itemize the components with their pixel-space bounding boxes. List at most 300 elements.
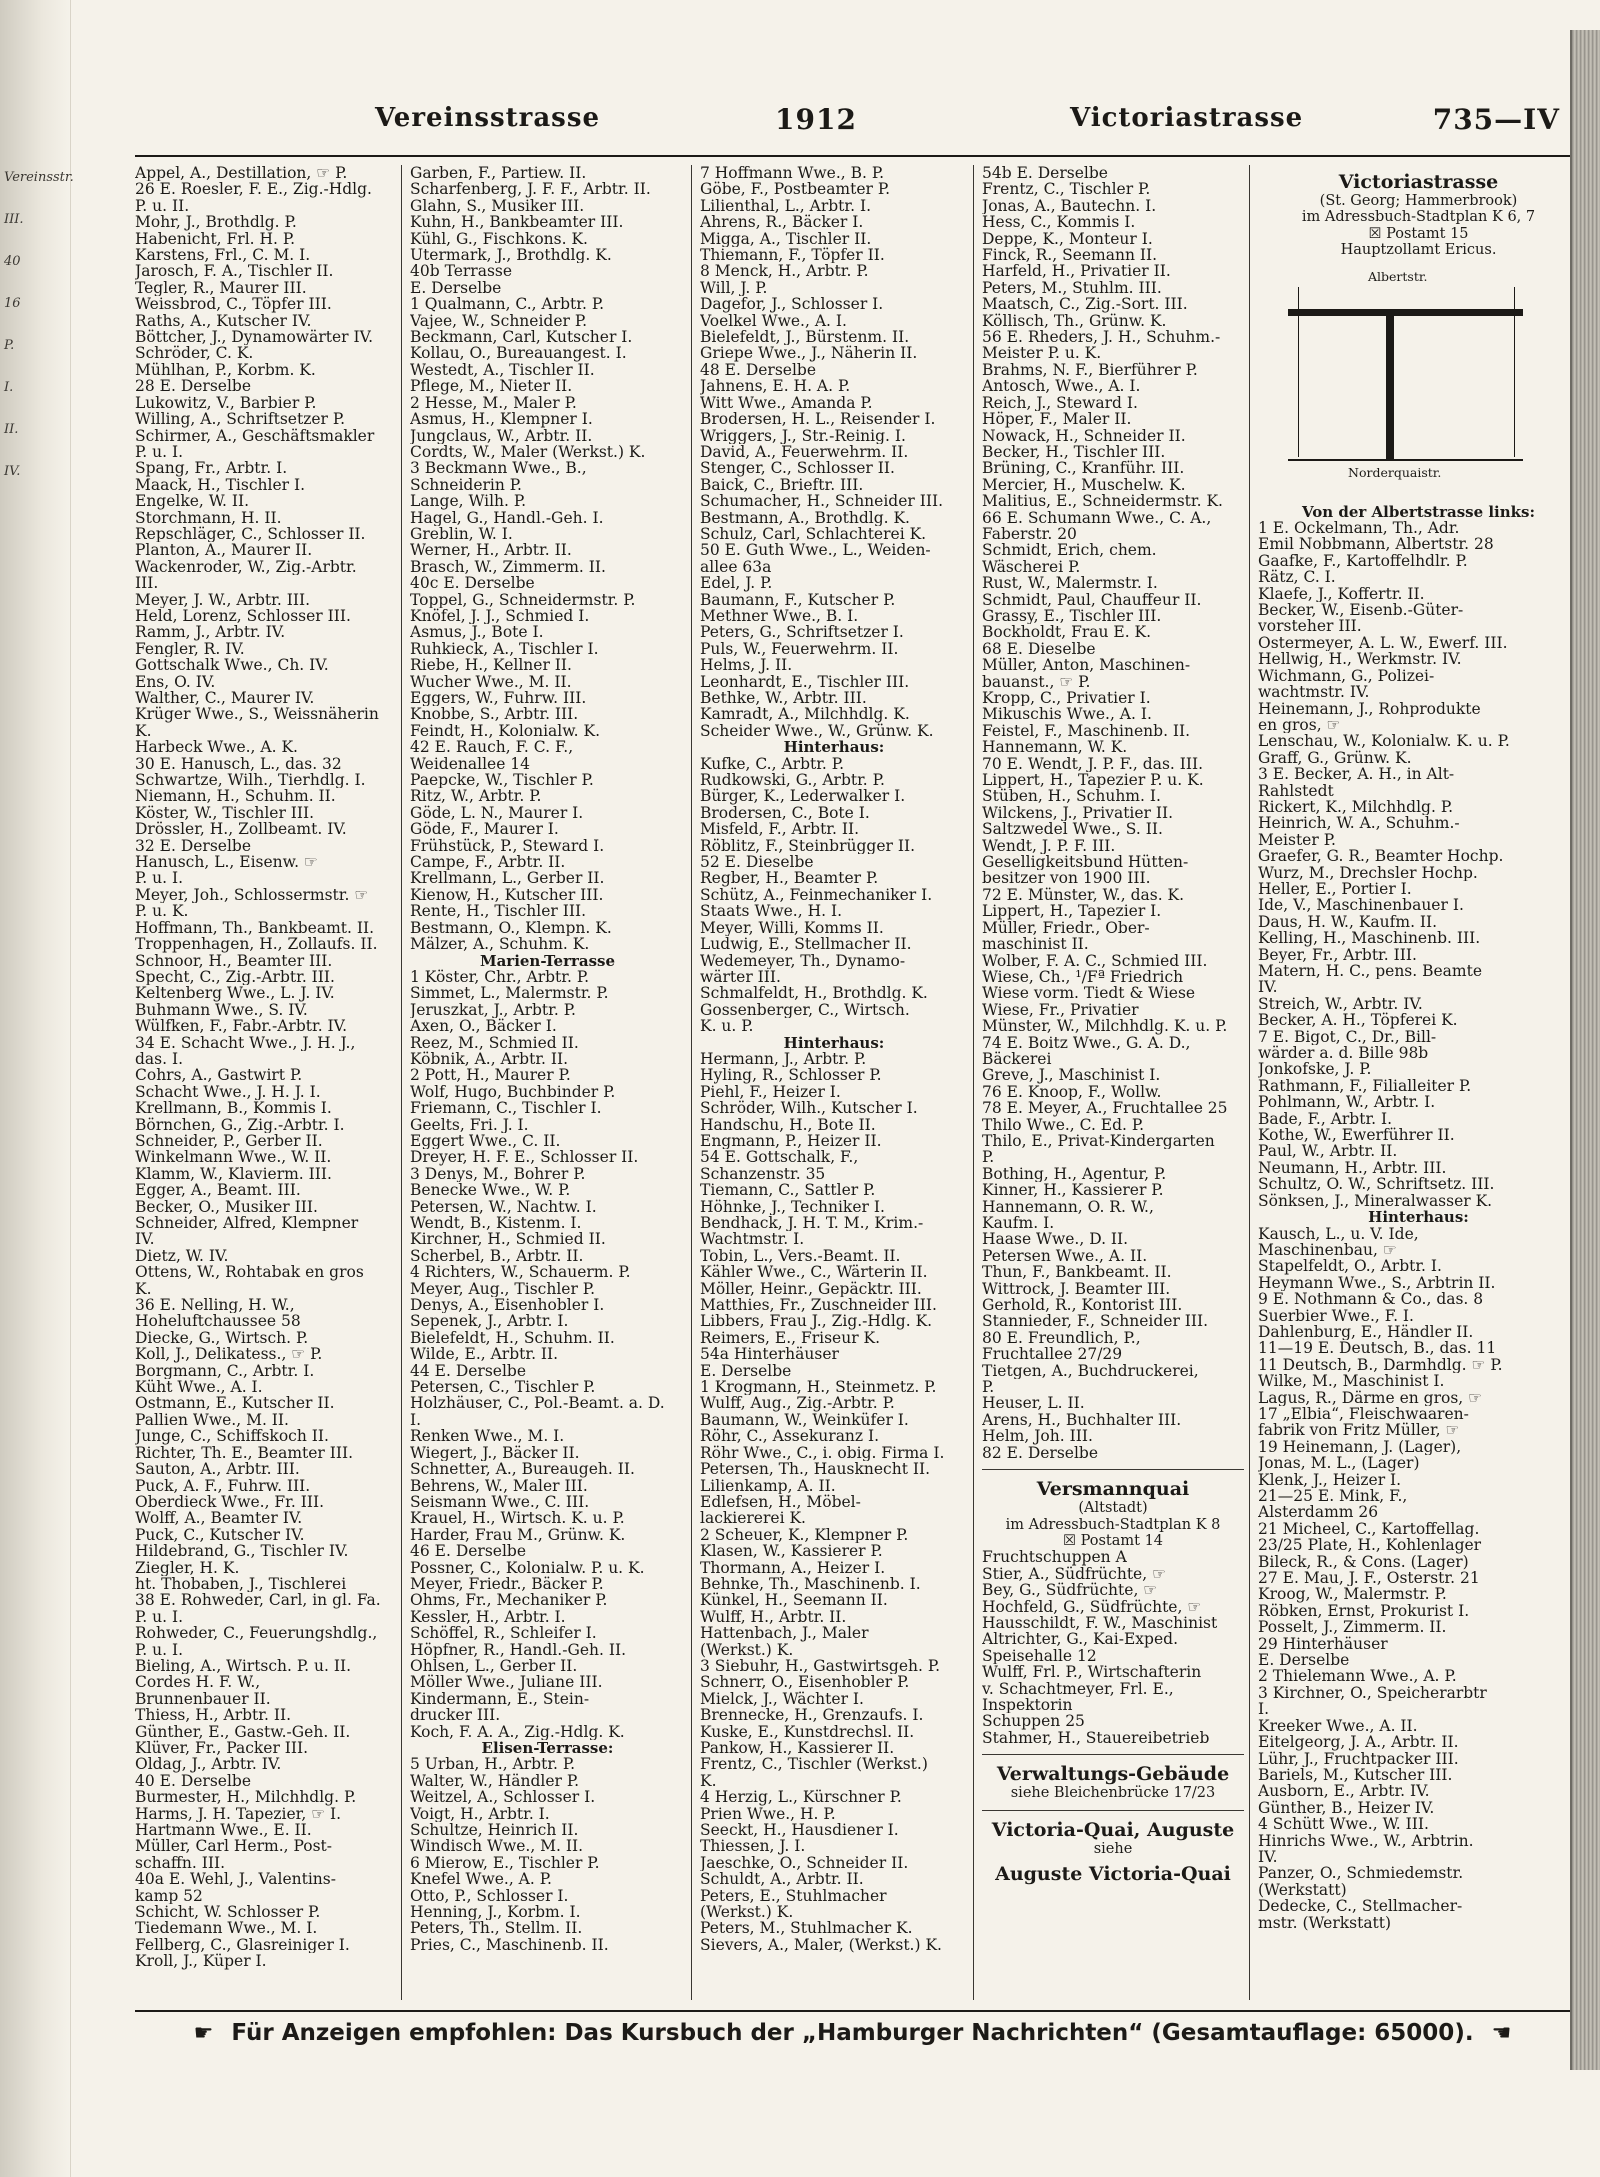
directory-entry: Möller Wwe., Juliane III. xyxy=(410,1674,603,1691)
directory-entry: Stüben, H., Schuhm. I. xyxy=(982,788,1161,805)
directory-entry: Schnetter, A., Bureaugeh. II. xyxy=(410,1461,635,1478)
directory-entry: Deppe, K., Monteur I. xyxy=(982,230,1153,248)
directory-entry: Maschinenbau, ☞ xyxy=(1258,1241,1397,1259)
directory-entry: Börnchen, G., Zig.-Arbtr. I. xyxy=(135,1116,345,1133)
directory-entry: Leonhardt, E., Tischler III. xyxy=(700,673,910,690)
directory-entry: Sievers, A., Maler, (Werkst.) K. xyxy=(700,1936,942,1954)
directory-entry: Koch, F. A. A., Zig.-Hdlg. K. xyxy=(410,1723,625,1740)
subsection-heading: Marien-Terrasse xyxy=(479,952,616,969)
directory-entry: Frentz, C., Tischler (Werkst.) xyxy=(700,1756,928,1773)
directory-entry: Bade, F., Arbtr. I. xyxy=(1258,1110,1393,1128)
directory-entry: Wedemeyer, Th., Dynamo- xyxy=(700,952,906,969)
directory-entry: Axen, O., Bäcker I. xyxy=(410,1018,557,1035)
directory-entry: Bothing, H., Agentur, P. xyxy=(982,1165,1167,1183)
directory-entry: Brodersen, C., Bote I. xyxy=(700,804,870,822)
directory-entry: Meyer, Aug., Tischler P. xyxy=(410,1280,596,1298)
directory-entry: Matthies, Fr., Zuschneider III. xyxy=(700,1297,937,1314)
directory-entry: 2 Thielemann Wwe., A. P. xyxy=(1258,1668,1457,1685)
directory-entry: Windisch Wwe., M. II. xyxy=(410,1838,584,1855)
directory-entry: Voigt, H., Arbtr. I. xyxy=(410,1805,550,1823)
directory-entry: Ohlsen, L., Gerber II. xyxy=(410,1657,578,1675)
header-right-street: Victoriastrasse xyxy=(1070,103,1304,133)
subsection-heading: Hinterhaus: xyxy=(783,739,885,756)
directory-entry: Scharfenberg, J. F. F., Arbtr. II. xyxy=(410,181,651,198)
directory-entry: Henning, J., Korbm. I. xyxy=(410,1904,581,1921)
directory-entry: 23/25 Plate, H., Kohlenlager xyxy=(1258,1537,1482,1554)
directory-entry: Graefer, G. R., Beamter Hochp. xyxy=(1258,848,1504,865)
header-page-number: 735—IV xyxy=(1432,103,1560,136)
directory-entry: Günther, E., Gastw.-Geh. II. xyxy=(135,1723,351,1740)
directory-entry: Hyling, R., Schlosser P. xyxy=(700,1067,882,1084)
directory-entry: Glahn, S., Musiker III. xyxy=(410,197,585,215)
directory-entry: Lühr, J., Fruchtpacker III. xyxy=(1258,1750,1459,1767)
directory-entry: Ens, O. IV. xyxy=(135,673,216,690)
directory-entry: Westedt, A., Tischler II. xyxy=(410,361,595,379)
directory-entry: Voelkel Wwe., A. I. xyxy=(700,312,847,330)
directory-entry: Rickert, K., Milchhdlg. P. xyxy=(1258,798,1454,816)
directory-entry: Misfeld, F., Arbtr. II. xyxy=(700,821,860,838)
directory-entry: 42 E. Rauch, F. C. F., xyxy=(410,739,574,756)
directory-entry: Graff, G., Grünw. K. xyxy=(1258,749,1412,767)
directory-entry: Suerbier Wwe., F. I. xyxy=(1258,1307,1414,1324)
directory-entry: Daus, H. W., Kaufm. II. xyxy=(1258,913,1438,931)
directory-entry: Werner, H., Arbtr. II. xyxy=(410,542,572,559)
directory-entry: Fengler, R. IV. xyxy=(135,640,245,658)
directory-entry: Wiese vorm. Tiedt & Wiese xyxy=(982,985,1196,1002)
directory-entry: Krellmann, B., Kommis I. xyxy=(135,1100,332,1117)
directory-entry: Beyer, Fr., Arbtr. III. xyxy=(1258,946,1417,963)
directory-entry: 4 Richters, W., Schauerm. P. xyxy=(410,1264,631,1281)
column-3 xyxy=(691,165,974,2000)
directory-entry: Rohweder, C., Feuerungshdlg., xyxy=(135,1625,378,1642)
directory-entry: ht. Thobaben, J., Tischlerei xyxy=(135,1575,347,1593)
directory-entry: Geselligkeitsbund Hütten- xyxy=(982,854,1189,871)
directory-entry: Prien Wwe., H. P. xyxy=(700,1805,836,1823)
directory-entry: Peters, Th., Stellm. II. xyxy=(410,1920,583,1937)
directory-entry: Reich, J., Steward I. xyxy=(982,394,1138,412)
directory-entry: Ludwig, E., Stellmacher II. xyxy=(700,936,912,953)
directory-entry: Jonkofske, J. P. xyxy=(1258,1061,1372,1078)
directory-entry: Burmester, H., Milchhdlg. P. xyxy=(135,1789,357,1806)
directory-entry: wärter III. xyxy=(700,968,781,986)
margin-fragment: I. xyxy=(4,380,14,395)
directory-entry: Bielefeldt, J., Bürstenm. II. xyxy=(700,329,910,346)
directory-entry: Hochfeld, G., Südfrüchte, ☞ xyxy=(982,1598,1202,1615)
pointing-hand-icon: ☚ xyxy=(1491,2021,1512,2046)
directory-entry: wärder a. d. Bille 98b xyxy=(1258,1045,1429,1062)
directory-entry: Winkelmann Wwe., W. II. xyxy=(135,1149,332,1166)
directory-entry: Schröder, C. K. xyxy=(135,345,254,362)
directory-entry: Bethke, W., Arbtr. III. xyxy=(700,690,867,707)
directory-entry: 28 E. Derselbe xyxy=(135,378,252,395)
directory-entry: 56 E. Rheders, J. H., Schuhm.- xyxy=(982,329,1221,346)
directory-entry: Scherbel, B., Arbtr. II. xyxy=(410,1247,584,1265)
directory-entry: Schneider, P., Gerber II. xyxy=(135,1132,323,1150)
directory-entry: Appel, A., Destillation, ☞ P. xyxy=(135,165,348,182)
directory-entry: Kessler, H., Arbtr. I. xyxy=(410,1608,566,1626)
directory-entry: Meyer, Joh., Schlossermstr. ☞ xyxy=(135,886,369,904)
directory-entry: Eggers, W., Fuhrw. III. xyxy=(410,690,587,707)
directory-entry: P. xyxy=(982,1379,995,1396)
directory-entry: Bendhack, J. H. T. M., Krim.- xyxy=(700,1215,924,1232)
directory-entry: Toppel, G., Schneidermstr. P. xyxy=(410,591,636,608)
directory-entry: Kähler Wwe., C., Wärterin II. xyxy=(700,1264,928,1281)
directory-entry: Nowack, H., Schneider II. xyxy=(982,427,1186,444)
directory-entry: 3 Kirchner, O., Speicherarbtr xyxy=(1258,1684,1487,1702)
directory-entry: 9 E. Nothmann & Co., das. 8 xyxy=(1258,1291,1484,1308)
directory-entry: 50 E. Guth Wwe., L., Weiden- xyxy=(700,542,931,559)
directory-entry: Behnke, Th., Maschinenb. I. xyxy=(700,1575,921,1593)
directory-entry: Benecke Wwe., W. P. xyxy=(410,1182,571,1199)
directory-entry: 82 E. Derselbe xyxy=(982,1444,1099,1462)
directory-entry: 11—19 E. Deutsch, B., das. 11 xyxy=(1258,1340,1497,1357)
directory-entry: Alsterdamm 26 xyxy=(1258,1504,1379,1521)
directory-entry: Possner, C., Kolonialw. P. u. K. xyxy=(410,1559,645,1576)
directory-entry: Sepenek, J., Arbtr. I. xyxy=(410,1313,569,1330)
directory-entry: Tiedemann Wwe., M. I. xyxy=(135,1920,318,1937)
directory-entry: Spang, Fr., Arbtr. I. xyxy=(135,460,288,477)
directory-entry: Utermark, J., Brothdlg. K. xyxy=(410,247,612,264)
directory-entry: Puck, A. F., Fuhrw. III. xyxy=(135,1477,311,1494)
directory-entry: IV. xyxy=(1258,1848,1278,1866)
directory-entry: Meyer, Friedr., Bäcker P. xyxy=(410,1575,604,1593)
section-divider xyxy=(982,1810,1244,1811)
directory-entry: Schacht Wwe., J. H. J. I. xyxy=(135,1083,321,1101)
directory-entry: Haase Wwe., D. II. xyxy=(982,1231,1129,1248)
directory-entry: Dahlenburg, E., Händler II. xyxy=(1258,1323,1474,1341)
directory-entry: Campe, F., Arbtr. II. xyxy=(410,854,566,871)
directory-entry: 29 Hinterhäuser xyxy=(1258,1635,1388,1653)
directory-entry: Panzer, O., Schmiedemstr. xyxy=(1258,1865,1464,1882)
map-street-horizontal xyxy=(1288,309,1523,316)
directory-entry: Edlefsen, H., Möbel- xyxy=(700,1493,861,1511)
subsection-heading: Hinterhaus: xyxy=(1368,1209,1469,1226)
directory-entry: Wolff, A., Beamter IV. xyxy=(135,1510,303,1527)
map-label-bottom: Norderquaistr. xyxy=(1348,464,1442,480)
directory-entry: P. u. K. xyxy=(135,903,189,920)
directory-entry: Puls, W., Feuerwehrm. II. xyxy=(700,640,899,658)
directory-entry: Kausch, L., u. V. Ide, xyxy=(1258,1225,1419,1242)
directory-entry: Hannemann, W. K. xyxy=(982,739,1128,756)
directory-entry: Kropp, C., Privatier I. xyxy=(982,690,1151,707)
directory-entry: Rätz, C. I. xyxy=(1258,569,1336,586)
directory-entry: Kindermann, E., Stein- xyxy=(410,1690,590,1708)
directory-entry: Jaeschke, O., Schneider II. xyxy=(700,1854,909,1872)
directory-entry: Tegler, R., Maurer III. xyxy=(135,279,307,297)
directory-entry: Speisehalle 12 xyxy=(982,1647,1097,1665)
directory-entry: Ziegler, H. K. xyxy=(135,1559,240,1576)
section-map-ref: im Adressbuch-Stadtplan K 8 xyxy=(1005,1516,1221,1533)
directory-entry: Hannemann, O. R. W., xyxy=(982,1198,1154,1215)
margin-fragment: 16 xyxy=(4,296,21,311)
directory-entry: Grassy, E., Tischler III. xyxy=(982,607,1162,625)
directory-entry: Kothe, W., Ewerführer II. xyxy=(1258,1127,1455,1144)
directory-entry: Brüning, C., Kranführ. III. xyxy=(982,460,1185,477)
directory-entry: Hermann, J., Arbtr. P. xyxy=(700,1050,867,1068)
directory-entry: Hoheluftchaussee 58 xyxy=(135,1313,301,1330)
directory-entry: Meyer, Willi, Komms II. xyxy=(700,919,884,937)
directory-entry: Dedecke, C., Stellmacher- xyxy=(1258,1898,1463,1915)
directory-entry: Cohrs, A., Gastwirt P. xyxy=(135,1067,303,1084)
directory-entry: Oberdieck Wwe., Fr. III. xyxy=(135,1493,325,1511)
directory-entry: Harder, Frau M., Grünw. K. xyxy=(410,1526,626,1544)
directory-entry: Lippert, H., Tapezier I. xyxy=(982,903,1162,920)
directory-entry: Jarosch, F. A., Tischler II. xyxy=(135,263,334,280)
directory-entry: Köllisch, Th., Grünw. K. xyxy=(982,312,1167,330)
directory-entry: Böttcher, J., Dynamowärter IV. xyxy=(135,329,373,346)
directory-entry: Jeruszkat, J., Arbtr. P. xyxy=(410,1001,576,1019)
directory-entry: 19 Heinemann, J. (Lager), xyxy=(1258,1438,1462,1456)
directory-entry: Geelts, Fri. J. I. xyxy=(410,1116,529,1133)
directory-entry: Friemann, C., Tischler I. xyxy=(410,1100,602,1117)
directory-entry: Bey, G., Südfrüchte, ☞ xyxy=(982,1582,1158,1599)
directory-entry: Griepe Wwe., J., Näherin II. xyxy=(700,345,918,362)
directory-entry: Paul, W., Arbtr. II. xyxy=(1258,1143,1398,1160)
directory-entry: Ahrens, R., Bäcker I. xyxy=(700,214,864,231)
street-map-ref: im Adressbuch-Stadtplan K 6, 7 xyxy=(1301,209,1536,226)
directory-entry: Pries, C., Maschinenb. II. xyxy=(410,1936,609,1954)
directory-entry: Krüger Wwe., S., Weissnäherin xyxy=(135,706,379,723)
directory-entry: Witt Wwe., Amanda P. xyxy=(700,394,873,412)
directory-entry: P. u. I. xyxy=(135,443,184,461)
directory-entry: Kelling, H., Maschinenb. III. xyxy=(1258,930,1481,947)
directory-entry: Bäckerei xyxy=(982,1050,1052,1068)
directory-entry: Meyer, J. W., Arbtr. III. xyxy=(135,591,311,608)
section-title-versmannquai: Versmannquai xyxy=(1036,1478,1190,1501)
directory-entry: Kühl, G., Fischkons. K. xyxy=(410,230,588,248)
street-title-victoriastrasse: Victoriastrasse xyxy=(1338,171,1499,193)
directory-entry: III. xyxy=(135,575,159,592)
directory-entry: (Werkstatt) xyxy=(1258,1881,1347,1899)
directory-entry: besitzer von 1900 III. xyxy=(982,870,1151,887)
directory-entry: Streich, W., Arbtr. IV. xyxy=(1258,995,1423,1013)
directory-entry: Rust, W., Malermstr. I. xyxy=(982,575,1158,592)
directory-entry: K. xyxy=(700,1772,717,1790)
directory-entry: Möller, Heinr., Gepäcktr. III. xyxy=(700,1280,922,1298)
directory-entry: Pflege, M., Nieter II. xyxy=(410,378,573,395)
directory-entry: Wichmann, G., Polizei- xyxy=(1258,667,1435,685)
directory-entry: 2 Hesse, M., Maler P. xyxy=(410,394,577,412)
directory-entry: 32 E. Derselbe xyxy=(135,837,252,855)
directory-entry: Lippert, H., Tapezier P. u. K. xyxy=(982,772,1204,789)
directory-entry: Bockholdt, Frau E. K. xyxy=(982,624,1152,641)
directory-entry: Wulff, Frl. P., Wirtschafterin xyxy=(982,1664,1202,1681)
directory-entry: Stahmer, H., Stauereibetrieb xyxy=(982,1729,1210,1747)
directory-entry: Göde, F., Maurer I. xyxy=(410,821,559,838)
directory-entry: Kirchner, H., Schmied II. xyxy=(410,1231,606,1248)
directory-entry: Drössler, H., Zollbeamt. IV. xyxy=(135,821,347,838)
directory-entry: Brasch, W., Zimmerm. II. xyxy=(410,558,606,576)
directory-entry: Thilo, E., Privat-Kindergarten xyxy=(982,1132,1215,1150)
directory-entry: Wittrock, J. Beamter III. xyxy=(982,1280,1171,1298)
directory-entry: Röbken, Ernst, Prokurist I. xyxy=(1258,1602,1470,1620)
directory-entry: Kroog, W., Malermstr. P. xyxy=(1258,1586,1447,1603)
section-postamt: ☒ Postamt 14 xyxy=(1062,1532,1164,1549)
directory-entry: Simmet, L., Malermstr. P. xyxy=(410,985,609,1002)
street-map xyxy=(1258,265,1579,500)
directory-entry: (Werkst.) K. xyxy=(700,1904,794,1921)
directory-entry: Methner Wwe., B. I. xyxy=(700,607,859,625)
directory-entry: Harms, J. H. Tapezier, ☞ I. xyxy=(135,1805,342,1823)
directory-entry: 66 E. Schumann Wwe., C. A., xyxy=(982,509,1212,526)
directory-entry: Ruhkieck, A., Tischler I. xyxy=(410,640,599,658)
directory-entry: 3 E. Becker, A. H., in Alt- xyxy=(1258,766,1455,783)
directory-entry: Schumacher, H., Schneider III. xyxy=(700,493,944,510)
directory-entry: Maack, H., Tischler I. xyxy=(135,476,306,494)
directory-entry: Garben, F., Partiew. II. xyxy=(410,165,587,182)
directory-entry: Wilke, M., Maschinist I. xyxy=(1258,1373,1445,1390)
directory-entry: Ottens, W., Rohtabak en gros xyxy=(135,1264,364,1281)
column-5 xyxy=(1249,165,1579,2000)
directory-entry: Kroll, J., Küper I. xyxy=(135,1953,267,1970)
directory-entry: Heinemann, J., Rohprodukte xyxy=(1258,700,1481,717)
directory-entry: Künkel, H., Seemann II. xyxy=(700,1592,888,1609)
margin-fragment: II. xyxy=(4,422,19,437)
directory-entry: Schultze, Heinrich II. xyxy=(410,1822,579,1839)
directory-entry: Faberstr. 20 xyxy=(982,525,1077,543)
directory-entry: Eggert Wwe., C. II. xyxy=(410,1132,561,1150)
directory-entry: Ausborn, E., Arbtr. IV. xyxy=(1258,1783,1430,1800)
directory-entry: 40 E. Derselbe xyxy=(135,1772,252,1790)
directory-entry: Karstens, Frl., C. M. I. xyxy=(135,247,311,264)
directory-columns xyxy=(135,165,1570,2000)
directory-entry: Egger, A., Beamt. III. xyxy=(135,1182,301,1199)
directory-entry: 7 Hoffmann Wwe., B. P. xyxy=(700,165,885,182)
directory-entry: wachtmstr. IV. xyxy=(1258,684,1370,701)
directory-entry: Schanzenstr. 35 xyxy=(700,1165,826,1183)
directory-entry: 40c E. Derselbe xyxy=(410,575,535,592)
directory-entry: Klüver, Fr., Packer III. xyxy=(135,1740,309,1757)
directory-entry: kamp 52 xyxy=(135,1887,203,1905)
directory-entry: Kinner, H., Kassierer P. xyxy=(982,1182,1164,1199)
directory-entry: Pankow, H., Kassierer II. xyxy=(700,1740,895,1757)
directory-entry: 80 E. Freundlich, P., xyxy=(982,1329,1141,1347)
directory-entry: Finck, R., Seemann II. xyxy=(982,247,1158,264)
directory-entry: Wendt, J. P. F. III. xyxy=(982,837,1116,855)
directory-entry: Küht Wwe., A. I. xyxy=(135,1379,263,1396)
directory-entry: Wachtmstr. I. xyxy=(700,1231,805,1248)
directory-entry: Brodersen, H. L., Reisender I. xyxy=(700,411,936,428)
directory-entry: Bestmann, A., Brothdlg. K. xyxy=(700,509,910,526)
directory-entry: 1 Qualmann, C., Arbtr. P. xyxy=(410,296,605,313)
directory-entry: Schwartze, Wilh., Tierhdlg. I. xyxy=(135,772,366,789)
directory-entry: 2 Scheuer, K., Klempner P. xyxy=(700,1526,909,1544)
directory-entry: Ohms, Fr., Mechaniker P. xyxy=(410,1592,608,1609)
directory-entry: K. xyxy=(135,722,152,740)
directory-entry: Bileck, R., & Cons. (Lager) xyxy=(1258,1553,1469,1571)
directory-entry: 54 E. Gottschalk, F., xyxy=(700,1149,859,1166)
directory-entry: Ostmann, E., Kutscher II. xyxy=(135,1395,335,1412)
directory-entry: Schneiderin P. xyxy=(410,476,522,494)
directory-entry: Arens, H., Buchhalter III. xyxy=(982,1411,1182,1429)
subsection-heading: Hinterhaus: xyxy=(783,1034,885,1051)
directory-entry: Reez, M., Schmied II. xyxy=(410,1034,579,1051)
directory-entry: Schirmer, A., Geschäftsmakler xyxy=(135,427,375,444)
directory-entry: Specht, C., Zig.-Arbtr. III. xyxy=(135,968,335,986)
directory-entry: Wilckens, J., Privatier II. xyxy=(982,804,1174,822)
directory-entry: Kufke, C., Arbtr. P. xyxy=(700,755,844,773)
directory-entry: mstr. (Werkstatt) xyxy=(1258,1914,1392,1931)
directory-entry: Pallien Wwe., M. II. xyxy=(135,1411,289,1429)
directory-entry: Walter, W., Händler P. xyxy=(410,1772,580,1790)
margin-fragment: Vereinsstr. xyxy=(4,170,74,185)
directory-entry: Schnoor, H., Beamter III. xyxy=(135,952,333,969)
directory-entry: 27 E. Mau, J. F., Osterstr. 21 xyxy=(1258,1570,1480,1587)
directory-entry: Inspektorin xyxy=(982,1696,1073,1714)
directory-entry: Bielefeldt, H., Schuhm. II. xyxy=(410,1329,615,1347)
directory-entry: Bieling, A., Wirtsch. P. u. II. xyxy=(135,1657,352,1675)
directory-entry: Hausschildt, F. W., Maschinist xyxy=(982,1614,1218,1632)
directory-entry: 4 Schütt Wwe., W. III. xyxy=(1258,1816,1429,1833)
directory-entry: Petersen, Th., Hausknecht II. xyxy=(700,1461,931,1478)
directory-entry: Köbnik, A., Arbtr. II. xyxy=(410,1050,569,1068)
directory-entry: Asmus, J., Bote I. xyxy=(410,624,544,641)
directory-entry: K. u. P. xyxy=(700,1018,754,1035)
directory-entry: Rudkowski, G., Arbtr. P. xyxy=(700,772,885,789)
directory-entry: Greve, J., Maschinist I. xyxy=(982,1067,1161,1084)
directory-entry: Bariels, M., Kutscher III. xyxy=(1258,1766,1453,1784)
directory-entry: Lenschau, W., Kolonialw. K. u. P. xyxy=(1258,733,1510,750)
margin-fragment: III. xyxy=(4,212,24,227)
directory-entry: Rahlstedt xyxy=(1258,782,1334,799)
directory-entry: Niemann, H., Schuhm. II. xyxy=(135,788,336,805)
directory-entry: Röblitz, F., Steinbrügger II. xyxy=(700,837,916,855)
directory-entry: Schmidt, Erich, chem. xyxy=(982,542,1157,559)
header-left-street: Vereinsstrasse xyxy=(375,103,600,133)
directory-entry: Klasen, W., Kassierer P. xyxy=(700,1543,883,1560)
directory-entry: Lukowitz, V., Barbier P. xyxy=(135,394,317,412)
directory-entry: Hattenbach, J., Maler xyxy=(700,1625,869,1642)
directory-entry: Eitelgeorg, J. A., Arbtr. II. xyxy=(1258,1734,1459,1751)
directory-entry: Storchmann, H. II. xyxy=(135,509,282,526)
directory-entry: Baumann, W., Weinküfer I. xyxy=(700,1411,909,1429)
directory-entry: P. xyxy=(982,1149,995,1166)
directory-entry: Staats Wwe., H. I. xyxy=(700,903,843,920)
directory-entry: 46 E. Derselbe xyxy=(410,1543,527,1560)
directory-entry: Mühlhan, P., Korbm. K. xyxy=(135,361,316,379)
directory-entry: Bestmann, O., Klempn. K. xyxy=(410,919,612,937)
directory-entry: IV. xyxy=(135,1231,155,1248)
directory-entry: Kuhn, H., Bankbeamter III. xyxy=(410,214,624,231)
directory-entry: Repschläger, C., Schlosser II. xyxy=(135,525,366,543)
advertisement-text: Für Anzeigen empfohlen: Das Kursbuch der „Hamburger Nachrichten“ (Gesamtauflage: 65000). xyxy=(231,2020,1474,2046)
directory-entry: Ostermeyer, A. L. W., Ewerf. III. xyxy=(1258,634,1508,652)
directory-entry: Walther, C., Maurer IV. xyxy=(135,690,315,707)
directory-entry: Posselt, J., Zimmerm. II. xyxy=(1258,1619,1447,1636)
directory-entry: Lagus, R., Därme en gros, ☞ xyxy=(1258,1389,1483,1406)
directory-entry: 34 E. Schacht Wwe., J. H. J., xyxy=(135,1034,356,1051)
directory-entry: Hess, C., Kommis I. xyxy=(982,214,1136,231)
directory-entry: Göde, L. N., Maurer I. xyxy=(410,804,584,822)
directory-entry: Becker, A. H., Töpferei K. xyxy=(1258,1012,1458,1029)
directory-entry: Weidenallee 14 xyxy=(410,755,531,773)
directory-entry: Knefel Wwe., A. P. xyxy=(410,1871,552,1888)
directory-entry: Peters, M., Stuhlm. III. xyxy=(982,279,1162,297)
directory-entry: Regber, H., Beamter P. xyxy=(700,870,879,887)
directory-entry: Feistel, F., Maschinenb. II. xyxy=(982,722,1191,740)
directory-entry: Maatsch, C., Zig.-Sort. III. xyxy=(982,296,1188,313)
directory-entry: IV. xyxy=(1258,979,1278,996)
directory-entry: Otto, P., Schlosser I. xyxy=(410,1887,569,1905)
directory-entry: Wulff, H., Arbtr. II. xyxy=(700,1608,847,1626)
left-page-edge xyxy=(0,0,74,2177)
directory-entry: Stier, A., Südfrüchte, ☞ xyxy=(982,1565,1166,1583)
directory-entry: Heymann Wwe., S., Arbtrin II. xyxy=(1258,1274,1496,1292)
directory-entry: Hanusch, L., Eisenw. ☞ xyxy=(135,854,318,871)
directory-entry: v. Schachtmeyer, Frl. E., xyxy=(982,1680,1174,1697)
page-header xyxy=(135,95,1570,157)
directory-entry: Fruchtallee 27/29 xyxy=(982,1346,1123,1363)
